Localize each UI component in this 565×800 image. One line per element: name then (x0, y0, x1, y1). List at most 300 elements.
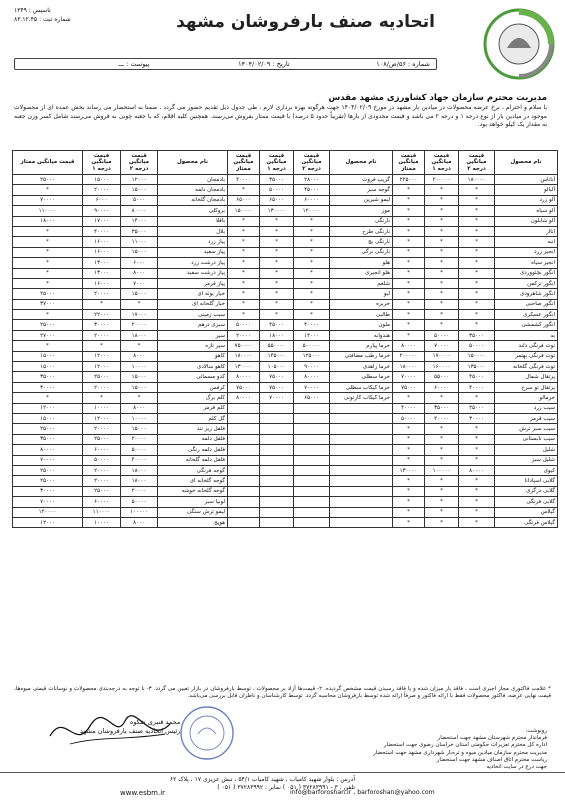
price-cell: ۱۵۰۰۰ (121, 424, 158, 434)
price-cell: ۲۰۰۰۰ (121, 320, 158, 330)
product-name: گوجه گلخانه خوشه (158, 486, 228, 496)
empty-cell (228, 497, 260, 507)
price-cell: ۱۸۰۰۰ (121, 476, 158, 486)
price-cell: ۱۶۰۰۰ (83, 278, 121, 288)
price-cell: ۷۰۰۰۰ (260, 393, 294, 403)
price-cell: ۱۸۰۰۰۰ (228, 351, 260, 361)
empty-cell (260, 486, 294, 496)
product-name: گلابی درگزی (495, 486, 558, 496)
price-cell: * (260, 216, 294, 226)
price-cell: * (228, 278, 260, 288)
price-cell: ۳۷۰۰۰ (13, 299, 83, 309)
price-cell: ۷۵۰۰۰ (228, 382, 260, 392)
product-name: پیاز درشت سفید (158, 268, 228, 278)
price-cell: ۱۱۰۰۰ (121, 237, 158, 247)
price-cell: ۵۰۰۰۰ (228, 320, 260, 330)
price-cell: * (13, 226, 83, 236)
product-name: سیب قرمز (495, 413, 558, 423)
empty-cell (260, 445, 294, 455)
price-table-body (13, 175, 558, 528)
union-logo-icon (479, 4, 559, 84)
price-cell: ۱۵۰۰۰ (13, 413, 83, 423)
price-cell: * (13, 341, 83, 351)
col-name: نام محصول (495, 151, 558, 175)
empty-cell (228, 455, 260, 465)
price-cell: * (228, 310, 260, 320)
price-cell: ۷۰۰۰۰ (393, 372, 425, 382)
price-cell: ۵۰۰۰۰ (121, 445, 158, 455)
empty-cell (294, 413, 330, 423)
price-cell: * (459, 237, 495, 247)
product-name: آلو شابلون (495, 216, 558, 226)
empty-cell (260, 403, 294, 413)
product-name: فلفل دلمه (158, 434, 228, 444)
official-stamp-icon (178, 704, 236, 762)
price-cell: ۱۲۰۰۰ (121, 175, 158, 185)
empty-cell (260, 476, 294, 486)
product-name: انجیر زرد (495, 247, 558, 257)
price-cell: ۶۰۰۰ (83, 195, 121, 205)
table-row (13, 362, 558, 372)
price-cell: * (228, 299, 260, 309)
product-name: سیر (158, 330, 228, 340)
product-name: گریپ فروت (330, 175, 393, 185)
table-row (13, 403, 558, 413)
empty-cell (330, 486, 393, 496)
price-cell: ۴۵۰۰۰ (294, 185, 330, 195)
empty-cell (330, 413, 393, 423)
empty-cell (260, 424, 294, 434)
price-cell: * (393, 320, 425, 330)
signatory-title: رئیس اتحادیه صنف بارفروشان مشهد (80, 727, 181, 735)
price-cell: ۱۰۵۰۰۰ (260, 362, 294, 372)
price-cell: ۲۰۰۰۰ (83, 465, 121, 475)
price-cell: ۶۰۰۰۰ (425, 382, 459, 392)
price-cell: ۱۳۰۰۰ (83, 268, 121, 278)
table-row (13, 330, 558, 340)
price-cell: ۸۰۰۰۰ (228, 372, 260, 382)
col-name: نام محصول (330, 151, 393, 175)
price-cell: * (393, 434, 425, 444)
product-name: نارنگی بچ (330, 237, 393, 247)
registration-number: شماره ثبت : ۸۳.۱۲.۴۵ (14, 16, 71, 23)
price-cell: ۲۵۰۰۰ (83, 372, 121, 382)
price-cell: * (294, 310, 330, 320)
empty-cell (294, 517, 330, 527)
price-cell: ۱۸۰۰۰ (121, 465, 158, 475)
table-row (13, 185, 558, 195)
price-cell: ۵۰۰۰۰ (260, 185, 294, 195)
price-cell: * (260, 278, 294, 288)
empty-cell (228, 465, 260, 475)
price-cell: * (121, 393, 158, 403)
price-cell: ۱۳۵۰۰۰ (459, 362, 495, 372)
price-cell: ۱۴۰۰۰ (121, 216, 158, 226)
table-row (13, 175, 558, 185)
col-premium: قیمت میانگین ممتاز (393, 151, 425, 175)
product-name: انگور صاحبی (495, 299, 558, 309)
product-name: خیار بوته ای (158, 289, 228, 299)
product-name: سیر تازه (158, 341, 228, 351)
price-cell: ۲۰۰۰۰ (83, 330, 121, 340)
product-name: انگور ترکمن (495, 278, 558, 288)
product-name: گیلاس (495, 507, 558, 517)
price-cell: ۱۵۰۰۰ (121, 247, 158, 257)
product-name: کلم برگ (158, 393, 228, 403)
price-cell: * (393, 268, 425, 278)
product-name: طالبی (330, 310, 393, 320)
empty-cell (294, 424, 330, 434)
table-row (13, 278, 558, 288)
price-cell: ۷۰۰۰۰ (13, 455, 83, 465)
price-cell: * (459, 393, 495, 403)
price-cell: ۱۸۰۰۰۰ (393, 362, 425, 372)
price-cell: * (393, 299, 425, 309)
price-cell: * (294, 268, 330, 278)
price-cell: * (393, 185, 425, 195)
price-cell: ۲۰۰۰۰ (83, 424, 121, 434)
product-name: خربزه (330, 299, 393, 309)
product-name: خرمالو (495, 393, 558, 403)
col-grade1: قیمت میانگین درجه ۱ (425, 151, 459, 175)
price-cell: ۸۰۰۰ (121, 403, 158, 413)
price-cell: ۸۰۰۰۰ (459, 465, 495, 475)
empty-cell (330, 434, 393, 444)
price-cell: * (393, 445, 425, 455)
product-name: انگور عسکری (495, 310, 558, 320)
price-cell: ۱۰۰۰۰ (83, 517, 121, 527)
table-row (13, 497, 558, 507)
table-row (13, 424, 558, 434)
price-cell: * (393, 497, 425, 507)
footer-website-link[interactable]: www.esbm.ir (120, 789, 166, 797)
table-row (13, 289, 558, 299)
price-cell: * (425, 258, 459, 268)
product-name: خیار گلخانه ای (158, 299, 228, 309)
product-name: فلفل ریز تند (158, 424, 228, 434)
price-cell: * (393, 258, 425, 268)
price-cell: * (459, 289, 495, 299)
product-name: خرما زاهدی (330, 362, 393, 372)
product-name: پیاز سفید (158, 247, 228, 257)
price-cell: * (425, 517, 459, 527)
empty-cell (260, 497, 294, 507)
product-name: انگور کشمشی (495, 320, 558, 330)
table-row (13, 247, 558, 257)
price-cell: * (121, 341, 158, 351)
product-name: هویج (158, 517, 228, 527)
price-cell: ۱۱۰۰۰۰ (13, 206, 83, 216)
empty-cell (260, 434, 294, 444)
product-name: خرما رطب مضافتی (330, 351, 393, 361)
cc-item: مدیریت محترم سازمان میادین میوه و تره‌بار شهرداری مشهد جهت استحضار (373, 749, 547, 756)
product-name: لیمو ترش سنگی (158, 507, 228, 517)
empty-cell (294, 476, 330, 486)
price-cell: * (260, 268, 294, 278)
price-cell: ۳۰۰۰۰ (83, 320, 121, 330)
col-grade2: قیمت میانگین درجه ۲ (294, 151, 330, 175)
price-cell: * (260, 226, 294, 236)
price-cell: ۲۵۰۰۰ (83, 434, 121, 444)
price-cell: ۶۰۰۰۰ (83, 497, 121, 507)
price-cell: * (459, 299, 495, 309)
table-row (13, 195, 558, 205)
price-cell: ۸۰۰۰۰ (294, 372, 330, 382)
price-cell: * (459, 206, 495, 216)
price-cell: * (425, 393, 459, 403)
cc-item: ریاست محترم اتاق اصناف مشهد جهت استحضار (436, 756, 547, 763)
product-name: خرما پیارم (330, 341, 393, 351)
product-name: سیب تابستانی (495, 434, 558, 444)
product-name: آلبالو (495, 185, 558, 195)
product-name: گل کلم (158, 413, 228, 423)
empty-cell (260, 413, 294, 423)
product-name: پیاز زرد (158, 237, 228, 247)
empty-cell (330, 476, 393, 486)
price-cell: * (393, 226, 425, 236)
price-cell: ۱۸۰۰۰ (260, 330, 294, 340)
price-cell: ۴۰۰۰۰ (294, 320, 330, 330)
footer-address: آدرس : بلوار شهید کامیاب ، شهید کامیاب ۵۴/۱ ، نبش عزیزی ۱۷ ، پلاک ۶۲ (169, 776, 355, 783)
empty-cell (228, 445, 260, 455)
price-cell: * (393, 393, 425, 403)
price-cell: * (393, 195, 425, 205)
product-name: کیوی (495, 465, 558, 475)
price-cell: ۱۳۰۰۰۰ (260, 206, 294, 216)
price-cell: * (459, 268, 495, 278)
price-cell: ۱۲۰۰۰ (83, 351, 121, 361)
empty-cell (330, 445, 393, 455)
price-cell: ۱۵۰۰۰ (121, 372, 158, 382)
price-cell: ۲۲۵۰۰۰ (393, 175, 425, 185)
price-cell: * (459, 185, 495, 195)
cc-item: فرماندار محترم شهرستان مشهد جهت استحضار (437, 735, 547, 742)
price-cell: ۲۸۰۰۰ (294, 175, 330, 185)
product-name: انجیر سیاه (495, 258, 558, 268)
empty-cell (228, 476, 260, 486)
price-cell: ۲۵۰۰۰ (83, 486, 121, 496)
price-cell: * (83, 393, 121, 403)
price-cell: ۷۵۰۰۰ (260, 382, 294, 392)
price-cell: * (425, 497, 459, 507)
price-cell: * (425, 424, 459, 434)
price-cell: * (228, 185, 260, 195)
product-name: پرتقال شمال (495, 372, 558, 382)
price-cell: * (459, 424, 495, 434)
price-cell: * (459, 445, 495, 455)
price-cell: * (393, 424, 425, 434)
price-cell: ۸۰۰۰ (121, 268, 158, 278)
table-row (13, 268, 558, 278)
price-cell: ۱۵۰۰۰ (83, 175, 121, 185)
price-cell: * (393, 278, 425, 288)
price-cell: * (425, 185, 459, 195)
price-cell: ۲۰۰۰۰۰ (393, 351, 425, 361)
product-name: شلغم (330, 278, 393, 288)
price-cell: ۵۵۰۰۰۰ (260, 341, 294, 351)
founded-year: تاسیس : ۱۳۴۹ (14, 7, 51, 14)
empty-cell (228, 413, 260, 423)
price-cell: * (228, 289, 260, 299)
price-cell: ۳۰۰۰۰ (459, 413, 495, 423)
price-cell: ۱۰۰۰۰ (121, 362, 158, 372)
price-cell: * (13, 278, 83, 288)
product-name: خرما کیکاب سطلی (330, 382, 393, 392)
price-cell: ۲۰۰۰۰ (121, 486, 158, 496)
price-cell: ۱۵۰۰۰۰ (459, 351, 495, 361)
price-cell: ۷۰۰۰۰ (13, 195, 83, 205)
footer-email-link[interactable]: info@barforoshan.ir , barforoshan@yahoo.com (290, 789, 435, 796)
price-cell: * (13, 185, 83, 195)
price-cell: ۲۰۰۰۰ (121, 434, 158, 444)
price-cell: ۲۰۰۰۰ (83, 289, 121, 299)
price-cell: ۱۷۰۰۰ (83, 216, 121, 226)
price-cell: ۱۳۰۰۰۰ (393, 465, 425, 475)
empty-cell (294, 507, 330, 517)
price-cell: ۷۵۰۰۰ (260, 372, 294, 382)
product-name: سبزی درهم (158, 320, 228, 330)
price-cell: * (425, 195, 459, 205)
price-cell: * (393, 289, 425, 299)
price-cell: ۳۵۰۰۰ (13, 372, 83, 382)
empty-cell (294, 434, 330, 444)
price-cell: ۴۵۰۰۰ (260, 320, 294, 330)
price-cell: ۷۰۰۰۰ (13, 497, 83, 507)
price-cell: * (294, 226, 330, 236)
cc-item: اداره کل محترم تعزیرات حکومتی استان خراسان رضوی جهت استحضار (383, 742, 547, 749)
product-name: گوجه سبز (330, 185, 393, 195)
price-cell: ۴۰۰۰۰ (425, 413, 459, 423)
product-name: آناناس (495, 175, 558, 185)
price-cell: * (425, 486, 459, 496)
table-row (13, 206, 558, 216)
price-cell: ۱۱۰۰۰۰ (83, 507, 121, 517)
empty-cell (228, 424, 260, 434)
product-name: فلفل دلمه گلخانه (158, 455, 228, 465)
price-cell: ۳۰۰۰۰ (13, 486, 83, 496)
price-cell: ۱۲۰۰۰ (83, 362, 121, 372)
empty-cell (294, 445, 330, 455)
table-row (13, 310, 558, 320)
product-name: بادمجان گلخانه (158, 195, 228, 205)
price-cell: ۱۵۰۰۰ (121, 289, 158, 299)
price-cell: ۷۰۰۰۰ (294, 382, 330, 392)
price-cell: ۲۵۰۰۰ (13, 320, 83, 330)
price-cell: * (121, 299, 158, 309)
price-cell: ۱۲۰۰۰۰ (294, 206, 330, 216)
table-row (13, 216, 558, 226)
table-row (13, 258, 558, 268)
price-cell: * (393, 330, 425, 340)
price-cell: ۳۵۰۰۰ (425, 403, 459, 413)
product-name: توت فرنگی گلخانه (495, 362, 558, 372)
price-cell: ۱۴۵۰۰۰ (260, 351, 294, 361)
price-cell: * (294, 299, 330, 309)
product-name: خرما کیکاب کارتونی (330, 393, 393, 403)
price-cell: * (459, 216, 495, 226)
product-name: به (495, 330, 558, 340)
product-name: هندوانه (330, 330, 393, 340)
product-name: باقلا (158, 216, 228, 226)
table-row (13, 476, 558, 486)
price-cell: ۱۶۰۰۰ (83, 237, 121, 247)
price-table (12, 150, 558, 528)
price-cell: * (459, 497, 495, 507)
table-row (13, 226, 558, 236)
empty-cell (294, 465, 330, 475)
price-cell: ۳۵۰۰۰ (13, 434, 83, 444)
product-name: شلیل سبز (495, 455, 558, 465)
price-cell: * (459, 434, 495, 444)
price-cell: * (294, 216, 330, 226)
price-cell: ۸۰۰۰۰ (393, 341, 425, 351)
price-cell: * (425, 299, 459, 309)
price-cell: ۴۰۰۰۰ (459, 382, 495, 392)
price-cell: * (425, 310, 459, 320)
price-cell: ۹۰۰۰۰ (83, 206, 121, 216)
price-cell: ۱۴۰۰۰ (294, 330, 330, 340)
price-cell: ۴۰۰۰۰ (393, 403, 425, 413)
price-cell: ۸۰۰۰۰ (228, 393, 260, 403)
price-cell: ۳۵۰۰۰ (459, 330, 495, 340)
product-name: هلو انجیری (330, 268, 393, 278)
empty-cell (294, 403, 330, 413)
table-row (13, 320, 558, 330)
product-name: آلو زرد (495, 195, 558, 205)
product-name: بادمجان (158, 175, 228, 185)
price-cell: ۲۵۰۰۰ (13, 476, 83, 486)
product-name: لوبیا سبز (158, 497, 228, 507)
col-name: نام محصول (158, 151, 228, 175)
product-name: توت فرنگی بهتمر (495, 351, 558, 361)
price-cell: * (459, 247, 495, 257)
price-cell: * (425, 216, 459, 226)
price-cell: ۷۵۰۰۰۰ (228, 341, 260, 351)
empty-cell (260, 455, 294, 465)
price-cell: ۴۰۰۰۰ (121, 455, 158, 465)
price-cell: ۱۰۰۰۰۰ (121, 507, 158, 517)
price-cell: ۲۰۰۰۰ (83, 476, 121, 486)
product-name: شلیل (495, 445, 558, 455)
col-premium: قیمت میانگین ممتاز (228, 151, 260, 175)
price-cell: * (13, 268, 83, 278)
price-cell: ۱۸۰۰۰ (121, 330, 158, 340)
price-cell: ۷۰۰۰۰ (425, 341, 459, 351)
price-cell: * (228, 258, 260, 268)
footer-phones: تلفن : ۳ - ۳۷۲۸۳۹۹۱ ( ۰۵۱ ) نمابر : ۳۷۲۸۳۹۹۲ ( ۰۵۱ ) (217, 784, 355, 791)
product-name: لیمو شیرین (330, 195, 393, 205)
table-row (13, 237, 558, 247)
price-cell: ۵۰۰۰۰۰ (294, 341, 330, 351)
price-cell: * (393, 247, 425, 257)
empty-cell (330, 465, 393, 475)
price-cell: ۵۰۰۰۰ (83, 455, 121, 465)
price-cell: * (228, 226, 260, 236)
price-cell: * (459, 507, 495, 517)
product-name: انگور بچئووردی (495, 268, 558, 278)
price-cell: ۱۲۰۰۰۰ (13, 507, 83, 517)
price-cell: * (13, 393, 83, 403)
price-cell: ۲۵۰۰۰ (13, 175, 83, 185)
product-name: بلال (158, 226, 228, 236)
price-cell: ۱۵۰۰۰ (121, 382, 158, 392)
letter-date: تاریخ : ۱۴۰۴/۰۲/۰۹ (238, 60, 290, 68)
price-cell: * (425, 289, 459, 299)
price-cell: * (260, 247, 294, 257)
product-name: پرتقال تو سرخ (495, 382, 558, 392)
product-name: نارنگی (330, 216, 393, 226)
empty-cell (330, 497, 393, 507)
